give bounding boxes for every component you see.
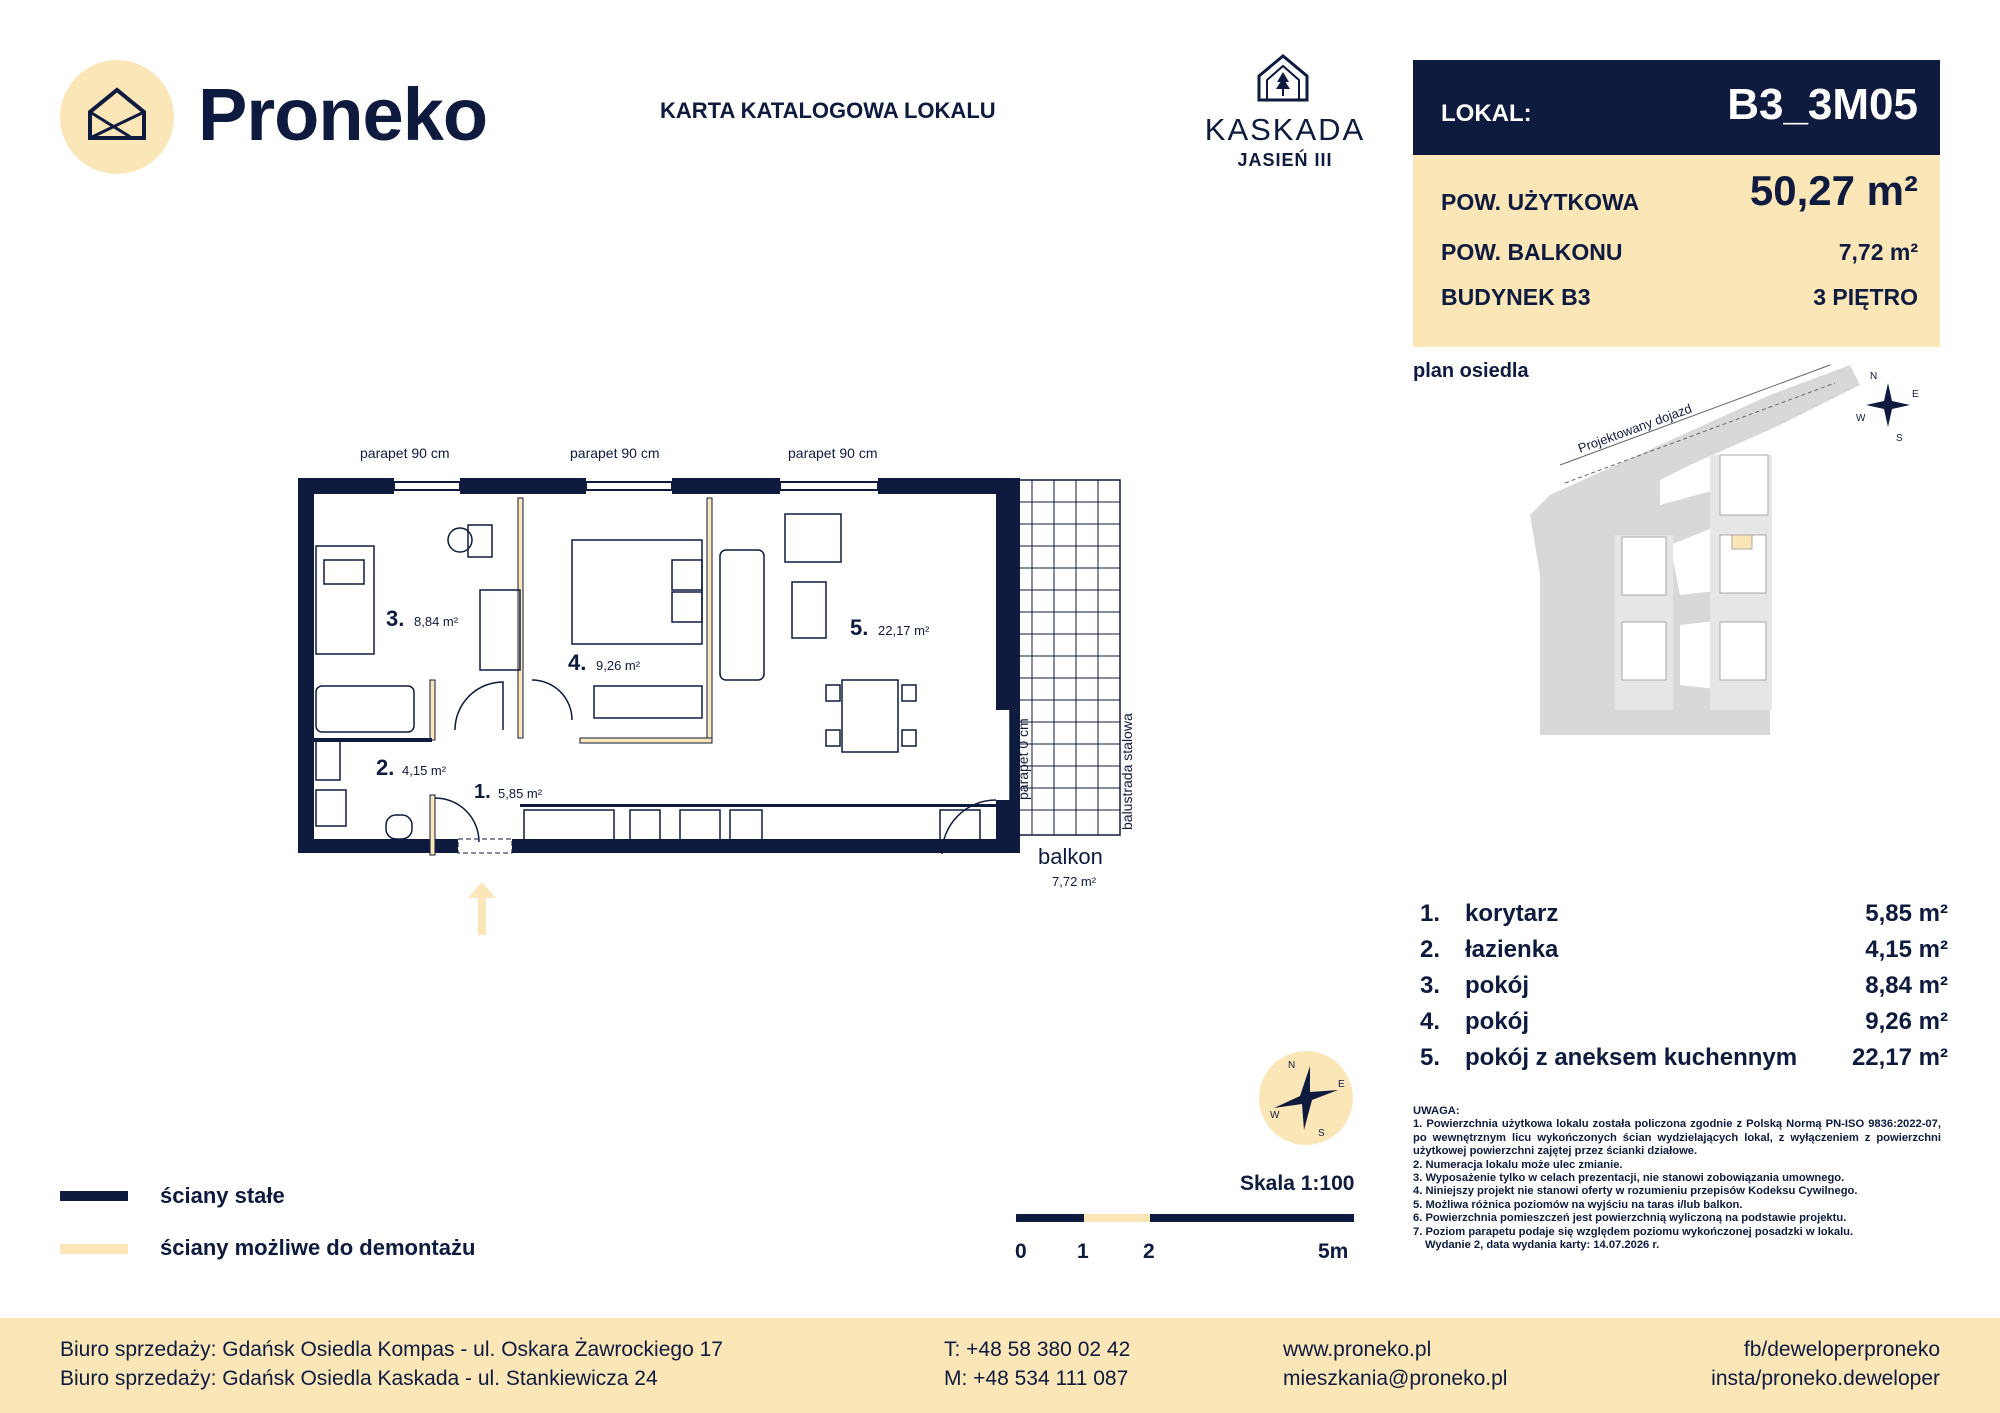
room-row [1420, 972, 1948, 1008]
compass-n: N [1288, 1060, 1296, 1071]
room-row-area: 4,15 m² [1865, 936, 1948, 963]
email-link[interactable]: mieszkania@proneko.pl [1283, 1367, 1508, 1390]
room-row-area: 8,84 m² [1865, 972, 1948, 999]
room-row-number: 4. [1420, 1008, 1441, 1035]
scale-bar [1016, 1214, 1354, 1222]
room-row-number: 3. [1420, 972, 1441, 999]
room-row [1420, 1044, 1948, 1080]
instagram-link[interactable]: insta/proneko.deweloper [1711, 1367, 1940, 1390]
project-name: KASKADA [1204, 112, 1366, 147]
room-1-area: 5,85 m² [498, 786, 543, 801]
room-row-number: 2. [1420, 936, 1441, 963]
site-compass-w: W [1856, 413, 1866, 424]
room-4-number: 4. [568, 650, 587, 675]
removable-walls-label: ściany możliwe do demontażu [160, 1235, 476, 1260]
compass-icon [1258, 1050, 1354, 1146]
room-row [1420, 900, 1948, 936]
room-3-area: 8,84 m² [414, 614, 459, 629]
usable-area-row [1441, 167, 1918, 216]
compass-s: S [1318, 1128, 1325, 1139]
note-item: 4. Niniejszy projekt nie stanowi oferty w rozumieniu przepisów Kodeksu Cywilnego. [1413, 1185, 1858, 1198]
phone-number[interactable]: T: +48 58 380 02 42 [944, 1338, 1131, 1361]
site-compass-e: E [1912, 389, 1919, 400]
fixed-walls-swatch [60, 1191, 128, 1201]
unit-label: LOKAL: [1441, 100, 1532, 127]
building-label: BUDYNEK B3 [1441, 284, 1591, 310]
kaskada-logo-icon [1255, 52, 1311, 104]
note-item: 5. Możliwa różnica poziomów na wyjściu na taras i/lub balkon. [1413, 1198, 1743, 1211]
room-5-number: 5. [850, 615, 869, 640]
unit-header [1413, 60, 1940, 155]
parapet-label-1: parapet 90 cm [360, 445, 450, 461]
note-item: 3. Wyposażenie tylko w celach prezentacji, nie stanowi zobowiązania umownego. [1413, 1172, 1845, 1185]
balcony-area-label: 7,72 m² [1052, 874, 1097, 889]
room-row-area: 22,17 m² [1851, 1044, 1948, 1071]
note-item: 1. Powierzchnia użytkowa lokalu została policzona zgodnie z Polską Normą PN-ISO 9836:2022-07, po wewnętrznym licu wykończonych ścian wydzielających lokal, z wyłączeniem z powierzchni użytkowej powierzchni zajętej przez ścianki działowe. [1413, 1118, 1941, 1158]
note-item: 6. Powierzchnia pomieszczeń jest powierzchnią wyliczoną na podstawie projektu. [1413, 1212, 1847, 1225]
parapet-label-3: parapet 90 cm [788, 445, 878, 461]
rooms-list [1420, 900, 1948, 1080]
interior-walls [314, 498, 1000, 855]
parapet-label-2: parapet 90 cm [570, 445, 660, 461]
building-row [1441, 284, 1918, 311]
site-plan-map [1530, 355, 1950, 735]
railing-label: balustrada stalowa [1119, 713, 1135, 830]
unit-details [1413, 155, 1940, 347]
office-address-2: Biuro sprzedaży: Gdańsk Osiedla Kaskada - ul. Stankiewicza 24 [60, 1367, 658, 1390]
room-3-number: 3. [386, 606, 405, 631]
house-logo-icon [60, 60, 174, 174]
room-row-area: 5,85 m² [1865, 900, 1948, 927]
site-compass-n: N [1870, 371, 1878, 382]
room-1-number: 1. [474, 781, 491, 803]
note-item: 2. Numeracja lokalu może ulec zmianie. [1413, 1158, 1623, 1171]
room-row-name: łazienka [1465, 936, 1559, 963]
balcony-label: balkon [1038, 844, 1103, 869]
balcony-area-row [1441, 239, 1918, 266]
balcony-area-value: 7,72 m² [1838, 239, 1918, 265]
parapet-balcony-label: parapet 0 cm [1015, 718, 1031, 800]
scale-title: Skala 1:100 [1240, 1172, 1355, 1195]
notes [1413, 1105, 1941, 1252]
usable-area-value: 50,27 m² [1749, 167, 1918, 214]
website-link[interactable]: www.proneko.pl [1283, 1338, 1432, 1361]
project-subtitle: JASIEŃ III [1237, 150, 1333, 170]
fixed-walls [298, 478, 1020, 853]
room-row-name: korytarz [1465, 900, 1559, 927]
logo-badge [60, 60, 174, 174]
office-address-1: Biuro sprzedaży: Gdańsk Osiedla Kompas - ul. Oskara Żawrockiego 17 [60, 1338, 723, 1361]
note-item: Wydanie 2, data wydania karty: 14.07.2026 r. [1425, 1239, 1660, 1252]
facebook-link[interactable]: fb/deweloperproneko [1743, 1338, 1940, 1361]
room-row [1420, 936, 1948, 972]
scale-tick: 5m [1318, 1240, 1349, 1263]
compass-e: E [1338, 1079, 1345, 1090]
unit-number: B3_3M05 [1727, 80, 1918, 129]
room-2-number: 2. [376, 755, 395, 780]
room-row-name: pokój z aneksem kuchennym [1465, 1044, 1798, 1071]
balcony-area-label: POW. BALKONU [1441, 239, 1623, 265]
scale-tick: 1 [1077, 1240, 1089, 1263]
compass-w: W [1270, 1110, 1280, 1121]
mobile-number[interactable]: M: +48 534 111 087 [944, 1367, 1129, 1390]
room-5-area: 22,17 m² [878, 623, 930, 638]
site-compass-s: S [1896, 433, 1903, 444]
brand-name: Proneko [198, 73, 488, 156]
room-2-area: 4,15 m² [402, 763, 447, 778]
scale-tick: 0 [1015, 1240, 1027, 1263]
room-row-area: 9,26 m² [1865, 1008, 1948, 1035]
notes-title: UWAGA: [1413, 1105, 1460, 1117]
room-row-name: pokój [1465, 1008, 1529, 1035]
room-row [1420, 1008, 1948, 1044]
floor-plan [280, 430, 1160, 950]
scale-tick: 2 [1143, 1240, 1155, 1263]
entrance-arrow-icon [468, 882, 496, 935]
room-row-number: 5. [1420, 1044, 1441, 1071]
removable-walls-swatch [60, 1244, 128, 1254]
footer [0, 1318, 2000, 1413]
site-compass-icon [1856, 371, 1919, 444]
fixed-walls-label: ściany stałe [160, 1183, 285, 1208]
room-row-name: pokój [1465, 972, 1529, 999]
room-4-area: 9,26 m² [596, 658, 641, 673]
room-row-number: 1. [1420, 900, 1441, 927]
note-item: 7. Poziom parapetu podaje się względem poziomu wykończonej posadzki w lokalu. [1413, 1225, 1854, 1238]
site-plan-title: plan osiedla [1413, 360, 1529, 382]
document-title: KARTA KATALOGOWA LOKALU [660, 98, 996, 123]
furniture [316, 514, 980, 840]
floor-value: 3 PIĘTRO [1813, 284, 1918, 310]
usable-area-label: POW. UŻYTKOWA [1441, 189, 1640, 215]
site-road-label: Projektowany dojazd [1575, 400, 1694, 456]
